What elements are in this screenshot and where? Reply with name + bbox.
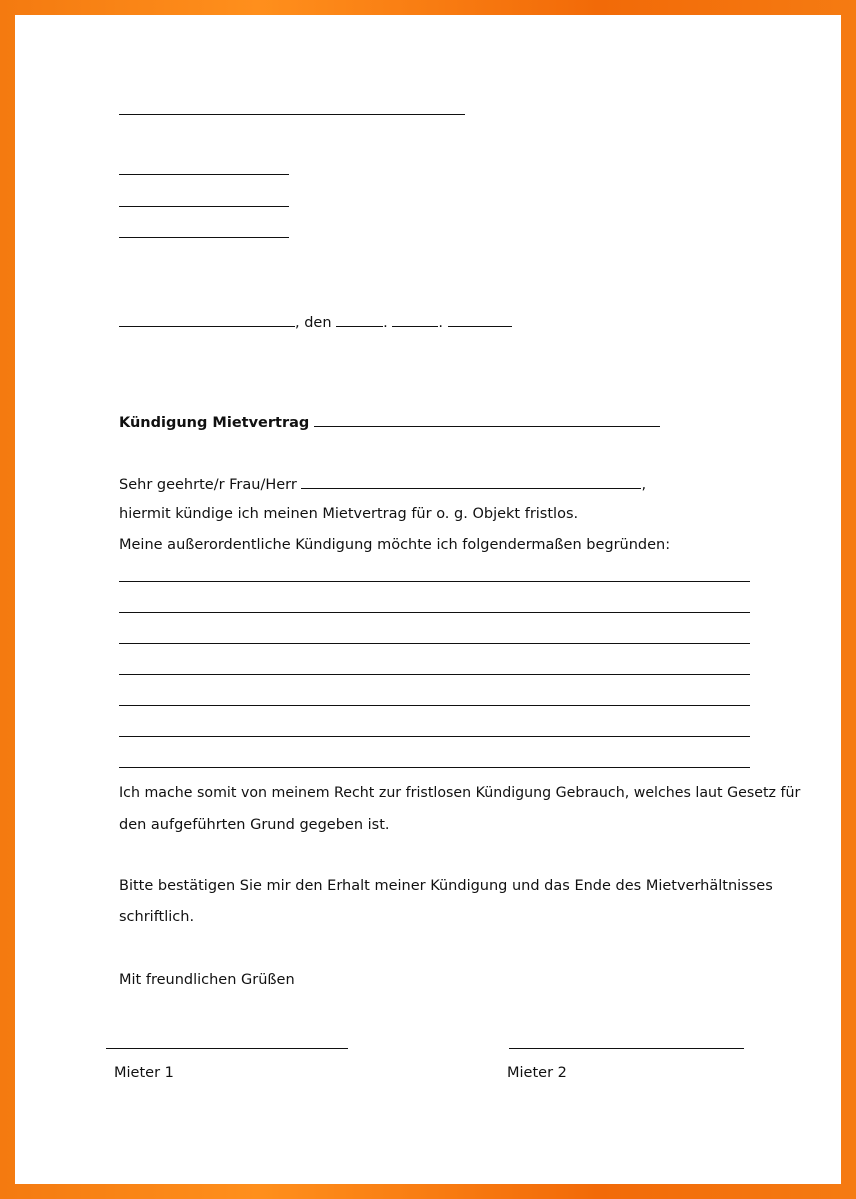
closing: Mit freundlichen Grüßen [119,972,295,988]
place-field[interactable] [119,313,295,327]
salutation-line [119,475,646,493]
signer-label-1: Mieter 1 [114,1065,174,1081]
signature-field-2[interactable] [509,1048,744,1049]
right-statement-1: Ich mache somit von meinem Recht zur fristlosen Kündigung Gebrauch, welches laut Gesetz für [119,785,801,801]
subject-title: Kündigung Mietvertrag [119,415,310,431]
reason-field[interactable] [119,661,750,679]
reason-field[interactable] [119,723,750,741]
date-separator: . [438,315,443,331]
body-text-2: Meine außerordentliche Kündigung möchte ich folgendermaßen begründen: [119,537,671,553]
confirm-request-2: schriftlich. [119,909,195,925]
sender-address-field-3[interactable] [119,224,289,242]
landlord-name-field[interactable] [301,475,641,489]
sender-name-field[interactable] [119,101,465,119]
signature-field-1[interactable] [106,1048,348,1049]
subject-object-field[interactable] [314,413,660,427]
salutation-prefix: Sehr geehrte/r Frau/Herr [119,477,297,493]
letter-page [15,15,841,1184]
body-text-1: hiermit kündige ich meinen Mietvertrag für o. g. Objekt fristlos. [119,506,579,522]
reason-field[interactable] [119,599,750,617]
salutation-suffix: , [641,477,647,493]
date-day-field[interactable] [336,313,383,327]
reason-field[interactable] [119,630,750,648]
date-month-field[interactable] [392,313,438,327]
right-statement-2: den aufgeführten Grund gegeben ist. [119,817,390,833]
reason-field[interactable] [119,568,750,586]
date-year-field[interactable] [448,313,512,327]
place-date-line [119,313,512,331]
sender-address-field-2[interactable] [119,193,289,211]
reason-field[interactable] [119,754,750,772]
reason-field[interactable] [119,692,750,710]
date-separator: . [383,315,388,331]
subject-line [119,413,660,431]
confirm-request-1: Bitte bestätigen Sie mir den Erhalt meiner Kündigung und das Ende des Mietverhältnisses [119,878,773,894]
sender-address-field-1[interactable] [119,161,289,179]
place-date-suffix: , den [295,315,332,331]
signer-label-2: Mieter 2 [507,1065,567,1081]
